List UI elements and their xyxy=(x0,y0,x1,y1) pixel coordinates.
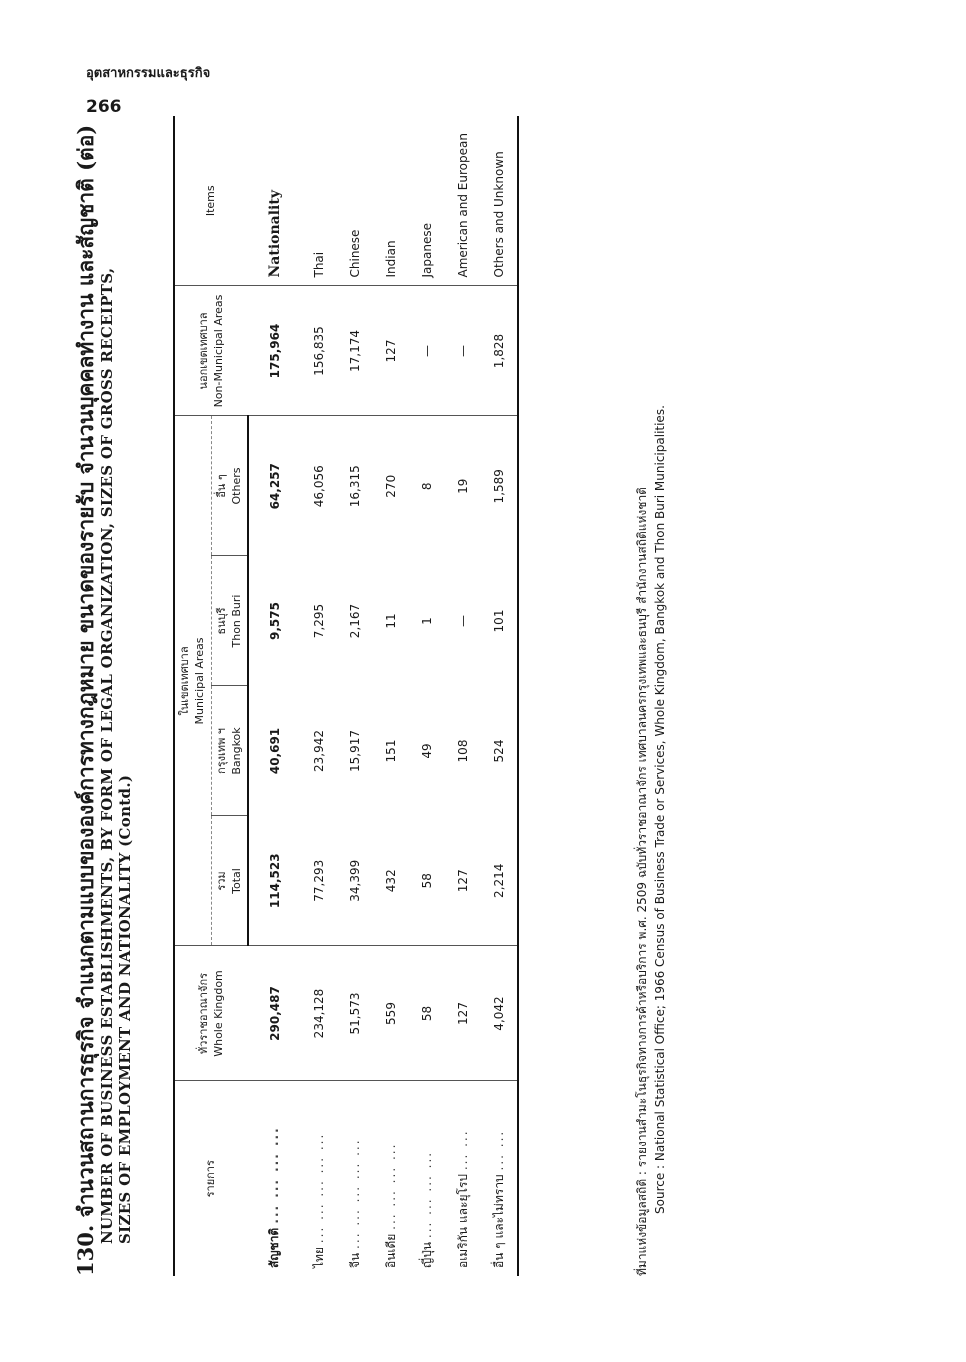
cell-whole-kingdom: 58 xyxy=(409,946,445,1081)
cell-non-municipal: 127 xyxy=(373,286,409,416)
table-row xyxy=(301,116,337,1276)
header-municipal-th: ในเขตเทศบาล xyxy=(178,646,191,716)
cell-non-municipal: — xyxy=(409,286,445,416)
row-label-thai: ไทย ... ... ... ... ... xyxy=(311,1132,326,1268)
row-label-english: Indian xyxy=(373,116,409,286)
header-total-en: Total xyxy=(229,868,243,894)
cell-non-municipal: 175,964 xyxy=(248,286,301,416)
row-label-thai: จีน ... ... ... ... ... xyxy=(347,1138,362,1268)
cell-non-municipal: 17,174 xyxy=(337,286,373,416)
header-whole-kingdom-th: ทั่วราชอาณาจักร xyxy=(196,972,210,1055)
source-note xyxy=(633,96,669,1276)
row-label-english: Japanese xyxy=(409,116,445,286)
header-thonburi xyxy=(211,556,248,686)
cell-whole-kingdom: 234,128 xyxy=(301,946,337,1081)
rotated-table-page xyxy=(73,56,893,1306)
cell-others: 64,257 xyxy=(268,463,283,510)
cell-others: 16,315 xyxy=(348,465,363,508)
cell-whole-kingdom: 4,042 xyxy=(481,946,518,1081)
header-items-thai: รายการ xyxy=(174,1081,248,1276)
cell-whole-kingdom: 290,487 xyxy=(248,946,301,1081)
row-label-english: Thai xyxy=(301,116,337,286)
header-municipal-areas xyxy=(174,416,211,946)
row-label-thai: อเมริกัน และยุโรป ... ... xyxy=(455,1129,470,1268)
table-row xyxy=(248,116,301,1276)
row-label-thai: อินเดีย ... ... ... ... xyxy=(383,1142,398,1268)
header-non-municipal xyxy=(174,286,248,416)
header-nonmun-en: Non-Municipal Areas xyxy=(211,294,225,408)
title-english-line-2: SIZES OF EMPLOYMENT AND NATIONALITY (Contd.) xyxy=(116,774,135,1244)
cell-whole-kingdom: 51,573 xyxy=(337,946,373,1081)
header-bangkok-en: Bangkok xyxy=(229,727,243,775)
title-thai: 130. จำนวนสถานการธุรกิจ จำแนกตามแบบขององค์การทางกฎหมาย ขนาดของรายรับ จำนวนบุคคลทำงาน และสัญชาติ (ต่อ) xyxy=(73,124,98,1276)
table-row xyxy=(445,116,481,1276)
cell-thonburi: — xyxy=(456,615,471,627)
table-row xyxy=(337,116,373,1276)
table-title xyxy=(73,76,134,1276)
cell-bangkok: 108 xyxy=(456,739,471,763)
page-number: 266 xyxy=(86,97,122,117)
header-thonburi-en: Thon Buri xyxy=(229,594,243,648)
table-row xyxy=(373,116,409,1276)
header-total xyxy=(211,816,248,946)
cell-bangkok: 151 xyxy=(384,739,399,763)
source-english: Source : National Statistical Office; 1966 Census of Business Trade or Services, Whole Kingdom, Bangkok and Thon Buri Municipalities. xyxy=(653,405,667,1214)
cell-others: 19 xyxy=(456,478,471,494)
header-municipal-en: Municipal Areas xyxy=(192,637,206,725)
cell-non-municipal: 156,835 xyxy=(301,286,337,416)
cell-non-municipal: — xyxy=(445,286,481,416)
cell-whole-kingdom: 127 xyxy=(445,946,481,1081)
cell-others: 46,056 xyxy=(312,465,327,508)
cell-bangkok: 15,917 xyxy=(348,730,363,772)
cell-thonburi: 101 xyxy=(481,556,518,686)
statistics-table xyxy=(173,116,519,1276)
table-row xyxy=(481,116,518,1276)
header-others-en: Others xyxy=(229,467,243,505)
cell-total: 127 xyxy=(445,816,481,946)
row-label-english: American and European xyxy=(445,116,481,286)
title-english-line-1: NUMBER OF BUSINESS ESTABLISHMENTS, BY FORM OF LEGAL ORGANIZATION, SIZES OF GROSS RECEIPTS, xyxy=(98,267,117,1244)
section-title: อุตสาหกรรมและธุรกิจ xyxy=(86,66,211,81)
cell-whole-kingdom: 559 xyxy=(373,946,409,1081)
row-label-thai: สัญชาติ ... ... ... ... xyxy=(267,1126,282,1268)
row-label-thai: ญี่ปุ่น ... ... ... ... xyxy=(419,1150,434,1268)
cell-thonburi: 1 xyxy=(420,617,435,625)
cell-thonburi: 11 xyxy=(384,613,399,629)
row-label-thai: อื่น ๆ และไม่ทราบ ... ... xyxy=(481,1081,518,1276)
cell-thonburi: 2,167 xyxy=(348,603,363,639)
cell-total: 114,523 xyxy=(248,816,301,946)
cell-total: 77,293 xyxy=(301,816,337,946)
cell-bangkok: 524 xyxy=(481,686,518,816)
header-items-english: Items xyxy=(174,116,248,286)
cell-others: 1,589 xyxy=(481,416,518,556)
cell-bangkok: 23,942 xyxy=(312,730,327,772)
row-label-english: Nationality xyxy=(248,116,301,286)
cell-others: 270 xyxy=(384,474,399,498)
header-nonmun-th: นอกเขตเทศบาล xyxy=(196,312,210,390)
cell-total: 58 xyxy=(409,816,445,946)
header-others-th: อื่น ๆ xyxy=(214,474,228,498)
row-label-english: Chinese xyxy=(337,116,373,286)
cell-non-municipal: 1,828 xyxy=(481,286,518,416)
source-thai: ที่มาแห่งข้อมูลสถิติ : รายงานสำมะโนธุรกิจทางการค้าหรือบริการ พ.ศ. 2509 ฉบับทั่วราชอาณาจักร เทศบาลนครกรุงเทพและธนบุรี สำนักงานสถิติแห่งชาติ xyxy=(635,487,649,1276)
row-label-english: Others and Unknown xyxy=(481,116,518,286)
header-bangkok xyxy=(211,686,248,816)
cell-others: 8 xyxy=(420,482,435,491)
cell-total: 2,214 xyxy=(481,816,518,946)
header-others xyxy=(211,416,248,556)
cell-bangkok: 40,691 xyxy=(268,727,283,775)
header-total-th: รวม xyxy=(214,871,228,891)
cell-bangkok: 49 xyxy=(420,743,435,759)
table-row xyxy=(409,116,445,1276)
cell-thonburi: 7,295 xyxy=(312,603,327,639)
header-whole-kingdom-en: Whole Kingdom xyxy=(211,970,225,1057)
header-thonburi-th: ธนบุรี xyxy=(214,607,228,635)
header-bangkok-th: กรุงเทพ ฯ xyxy=(214,728,228,774)
cell-total: 34,399 xyxy=(337,816,373,946)
header-whole-kingdom xyxy=(174,946,248,1081)
cell-thonburi: 9,575 xyxy=(268,602,283,640)
cell-total: 432 xyxy=(373,816,409,946)
